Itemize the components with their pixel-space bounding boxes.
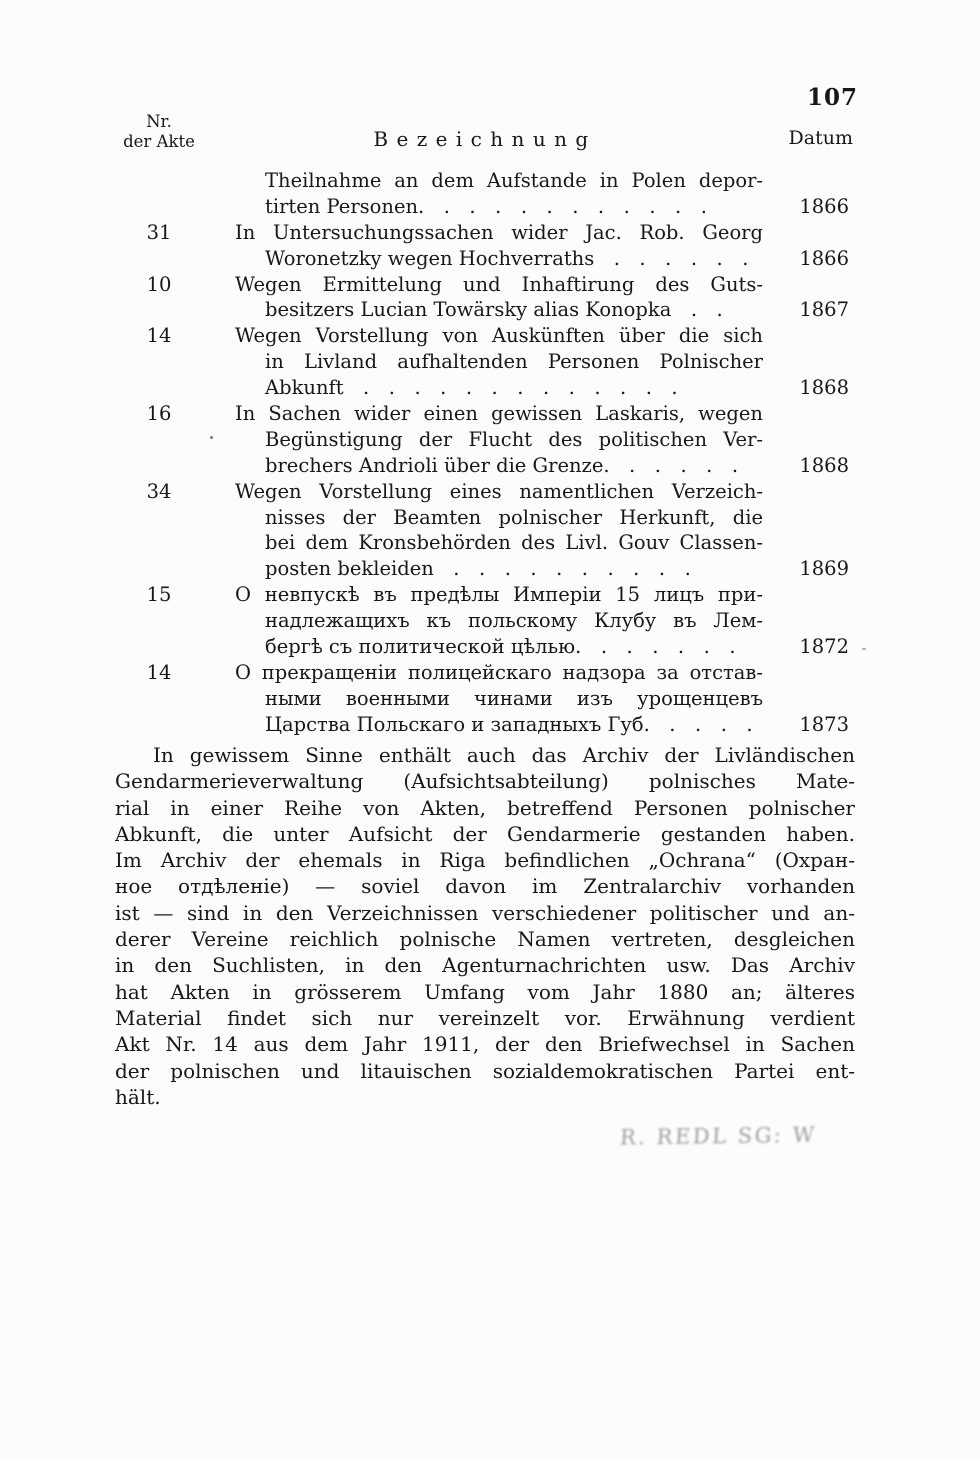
akte-number (115, 530, 203, 556)
table-header (115, 112, 855, 152)
entry-date (763, 479, 855, 505)
akte-number: 15 (146, 583, 172, 607)
entry-text: nisses der Beamten polnischer Herkunft, die (265, 505, 763, 529)
entry-text: Царства Польскаго и западныхъ Губ. . . . . (265, 712, 753, 736)
records-table (115, 168, 855, 738)
entry-date (763, 660, 855, 686)
entry-text: Woronetzky wegen Hochverraths . . . . . . (265, 246, 749, 270)
entry-date (763, 323, 855, 349)
table-line (115, 530, 855, 556)
table-line (115, 168, 855, 194)
entry-text: Wegen Vorstellung eines namentlichen Verzeich- (235, 479, 763, 503)
paragraph-line: ist — sind in den Verzeichnissen verschiedener politischer und an- (115, 900, 855, 925)
table-line (115, 686, 855, 712)
table-line (115, 427, 855, 453)
akte-number (115, 168, 203, 194)
entry-text: tirten Personen. . . . . . . . . . . . (265, 194, 707, 218)
entry-text: надлежащихъ къ польскому Клубу въ Лем- (265, 609, 763, 633)
table-line (115, 246, 855, 272)
entry-text: Abkunft . . . . . . . . . . . . . (265, 376, 678, 400)
akte-number: 34 (146, 479, 172, 503)
entry-date (763, 608, 855, 634)
entry-date: 1866 (799, 194, 849, 218)
paragraph-line: hält. (115, 1084, 161, 1109)
entry-text: Theilnahme an dem Aufstande in Polen depor- (265, 169, 763, 192)
table-line (115, 479, 855, 505)
entry-date (763, 272, 855, 298)
entry-text: in Livland aufhaltenden Personen Polnischer (265, 350, 763, 374)
akte-number (115, 349, 203, 375)
ink-speck (210, 436, 213, 439)
akte-number (115, 608, 203, 634)
column-header-datum: Datum (788, 127, 853, 149)
entry-date: 1872 (799, 635, 849, 659)
table-line (115, 349, 855, 375)
entry-date (763, 401, 855, 427)
table-line (115, 375, 855, 401)
paragraph-line: Im Archiv der ehemals in Riga befindlichen „Ochrana“ (Охран- (115, 848, 855, 873)
column-header-nr-line2: der Akte (123, 132, 195, 151)
table-line (115, 660, 855, 686)
entry-text: brechers Andrioli über die Grenze. . . . . . (265, 453, 739, 477)
paragraph-line: Gendarmerieverwaltung (Aufsichtsabteilung) polnisches Mate- (115, 769, 855, 794)
table-line (115, 712, 855, 738)
akte-number (115, 375, 203, 401)
table-line (115, 608, 855, 634)
table-line (115, 505, 855, 531)
akte-number (115, 194, 203, 220)
body-paragraph (115, 742, 855, 1110)
paragraph-line: derer Vereine reichlich polnische Namen vertreten, desgleichen (115, 927, 855, 952)
paragraph-line: ное отдѣленіе) — soviel davon im Zentralarchiv vorhanden (115, 874, 855, 899)
akte-number: 14 (146, 660, 172, 684)
entry-date (763, 582, 855, 608)
paragraph-line: hat Akten in grösserem Umfang vom Jahr 1880 an; älteres (115, 979, 855, 1004)
akte-number (115, 453, 203, 479)
page-number: 107 (806, 84, 858, 111)
table-line (115, 297, 855, 323)
akte-number (115, 634, 203, 660)
ink-speck (862, 648, 866, 650)
table-line (115, 556, 855, 582)
akte-number: 31 (146, 220, 172, 244)
akte-number (115, 686, 203, 712)
entry-date: 1873 (799, 712, 849, 736)
akte-number (115, 505, 203, 531)
entry-text: ными военными чинами изъ урощенцевъ (265, 686, 763, 710)
entry-date (763, 530, 855, 556)
entry-text: bei dem Kronsbehörden des Livl. Gouv Classen- (265, 531, 763, 555)
table-line (115, 323, 855, 349)
entry-text: posten bekleiden . . . . . . . . . . (265, 557, 691, 581)
entry-text: Begünstigung der Flucht des politischen Ver- (265, 427, 763, 451)
entry-text: Wegen Ermittelung und Inhaftirung des Guts- (235, 272, 763, 296)
entry-date: 1868 (799, 453, 849, 477)
entry-date: 1866 (799, 246, 849, 270)
entry-text: In Untersuchungssachen wider Jac. Rob. Georg (235, 220, 763, 244)
column-header-bezeichnung: Bezeichnung (373, 127, 597, 151)
table-line (115, 194, 855, 220)
akte-number (115, 246, 203, 272)
archive-stamp: R. REDL SG: W (619, 1122, 818, 1150)
entry-text: О невпускѣ въ предѣлы Имперіи 15 лицъ при- (235, 583, 763, 607)
entry-date (763, 349, 855, 375)
entry-date: 1869 (799, 557, 849, 581)
entry-text: О прекращеніи полицейскаго надзора за отстав- (235, 660, 763, 684)
akte-number (115, 427, 203, 453)
entry-text: бергѣ съ политической цѣлью. . . . . . . (265, 635, 736, 659)
entry-text: In Sachen wider einen gewissen Laskaris, wegen (235, 402, 763, 426)
akte-number: 10 (146, 272, 172, 296)
paragraph-line: In gewissem Sinne enthält auch das Archiv der Livländischen (153, 743, 855, 767)
akte-number: 16 (146, 402, 172, 426)
table-line (115, 272, 855, 298)
paragraph-line: Akt Nr. 14 aus dem Jahr 1911, der den Briefwechsel in Sachen (115, 1032, 855, 1057)
paragraph-line: in den Suchlisten, in den Agenturnachrichten usw. Das Archiv (115, 953, 855, 978)
entry-text: Wegen Vorstellung von Auskünften über die sich (235, 324, 763, 348)
entry-date (763, 220, 855, 246)
column-header-nr-line1: Nr. (146, 112, 172, 131)
entry-date: 1867 (799, 298, 849, 322)
akte-number (115, 556, 203, 582)
table-line (115, 453, 855, 479)
entry-date (763, 168, 855, 194)
paragraph-line: rial in einer Reihe von Akten, betreffend Personen polnischer (115, 795, 855, 820)
paragraph-line: Material findet sich nur vereinzelt vor. Erwähnung verdient (115, 1005, 855, 1030)
table-line (115, 401, 855, 427)
akte-number: 14 (146, 324, 172, 348)
akte-number (115, 297, 203, 323)
entry-date (763, 505, 855, 531)
column-header-nr (115, 112, 203, 152)
entry-date (763, 686, 855, 712)
entry-date (763, 427, 855, 453)
table-line (115, 220, 855, 246)
entry-date: 1868 (799, 376, 849, 400)
table-line (115, 634, 855, 660)
paragraph-line: Abkunft, die unter Aufsicht der Gendarmerie gestanden haben. (115, 821, 855, 846)
entry-text: besitzers Lucian Towärsky alias Konopka . . (265, 298, 723, 322)
akte-number (115, 712, 203, 738)
paragraph-line: der polnischen und litauischen sozialdemokratischen Partei ent- (115, 1058, 855, 1083)
table-line (115, 582, 855, 608)
